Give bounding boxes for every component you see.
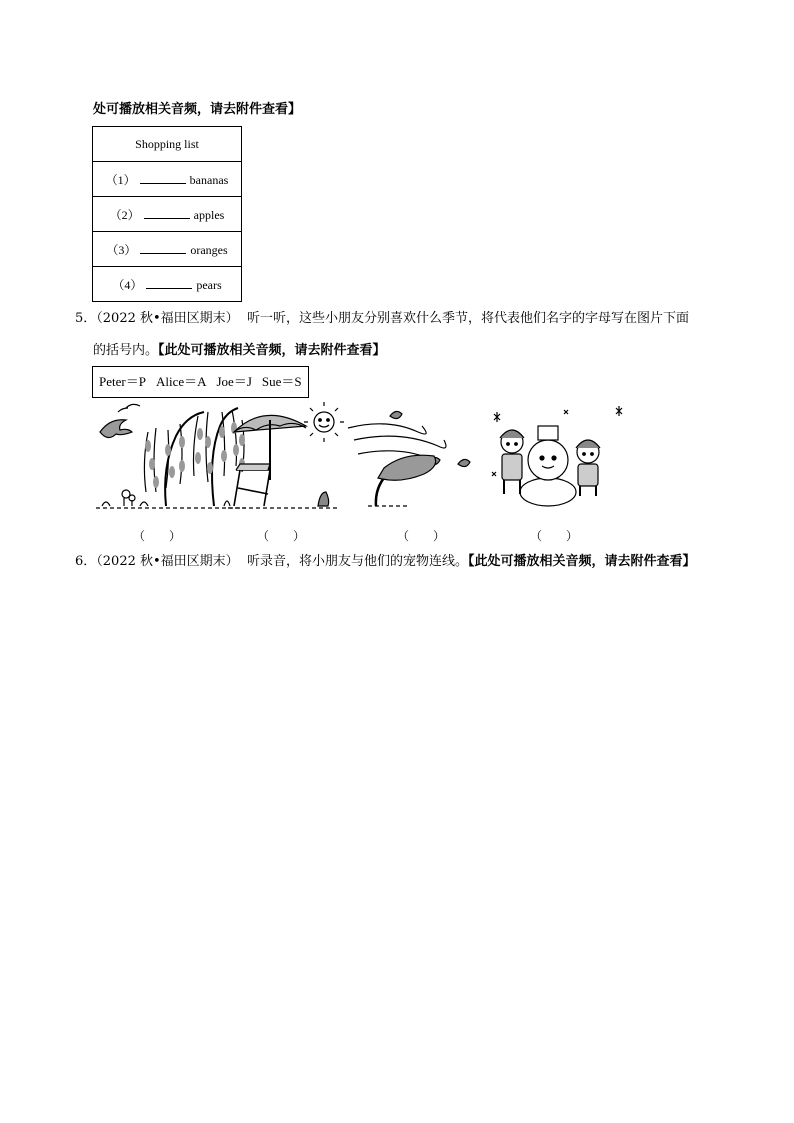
key-entry: Joe＝J [216, 374, 252, 389]
shopping-list-row [93, 197, 242, 232]
answer-parentheses[interactable]: （ ） [530, 529, 579, 543]
question-text: 听一听，这些小朋友分别喜欢什么季节，将代表他们名字的字母写在图片下面 [246, 311, 689, 326]
answer-blank[interactable] [146, 277, 192, 289]
answer-parentheses[interactable]: （ ） [133, 529, 182, 543]
row-number: （2） [109, 207, 140, 222]
key-entry: Peter＝P [99, 374, 146, 389]
question-source: （2022 秋•福田区期末） [96, 311, 239, 326]
shopping-list-row [93, 162, 242, 197]
row-item: pears [196, 277, 222, 292]
audio-notice: 【此处可播放相关音频，请去附件查看】 [467, 554, 696, 569]
answer-parentheses[interactable]: （ ） [257, 529, 306, 543]
answer-blank[interactable] [140, 172, 186, 184]
row-item: bananas [189, 172, 229, 187]
key-entry: Sue＝S [261, 374, 302, 389]
question-text: 的括号内。 [93, 343, 159, 358]
question-source: （2022 秋•福田区期末） [96, 554, 239, 569]
q4-notice-tail: 处可播放相关音频，请去附件查看】 [93, 102, 302, 117]
row-number: （1） [105, 172, 136, 187]
key-entry: Alice＝A [155, 374, 207, 389]
season-pictures [96, 402, 626, 512]
q5-line-1 [75, 310, 689, 328]
winter-picture [492, 406, 626, 506]
q5-line-2 [93, 342, 386, 360]
shopping-list-row [93, 267, 242, 302]
autumn-picture [348, 411, 470, 506]
question-number: 5． [75, 311, 97, 326]
summer-picture [228, 402, 344, 508]
question-text: 听录音，将小朋友与他们的宠物连线。 [246, 554, 468, 569]
answer-blank[interactable] [144, 207, 190, 219]
row-item: apples [193, 207, 225, 222]
name-key-box [92, 366, 309, 398]
spring-picture [96, 404, 246, 508]
row-number: （3） [106, 242, 137, 257]
answer-parentheses[interactable]: （ ） [397, 529, 446, 543]
question-number: 6． [75, 554, 97, 569]
shopping-list-table [92, 126, 242, 302]
shopping-list-header: Shopping list [93, 127, 242, 162]
audio-notice: 【此处可播放相关音频，请去附件查看】 [158, 343, 386, 358]
row-item: oranges [190, 242, 228, 257]
q6-line [75, 553, 695, 571]
answer-blank[interactable] [140, 242, 186, 254]
shopping-list-row [93, 232, 242, 267]
row-number: （4） [112, 277, 143, 292]
